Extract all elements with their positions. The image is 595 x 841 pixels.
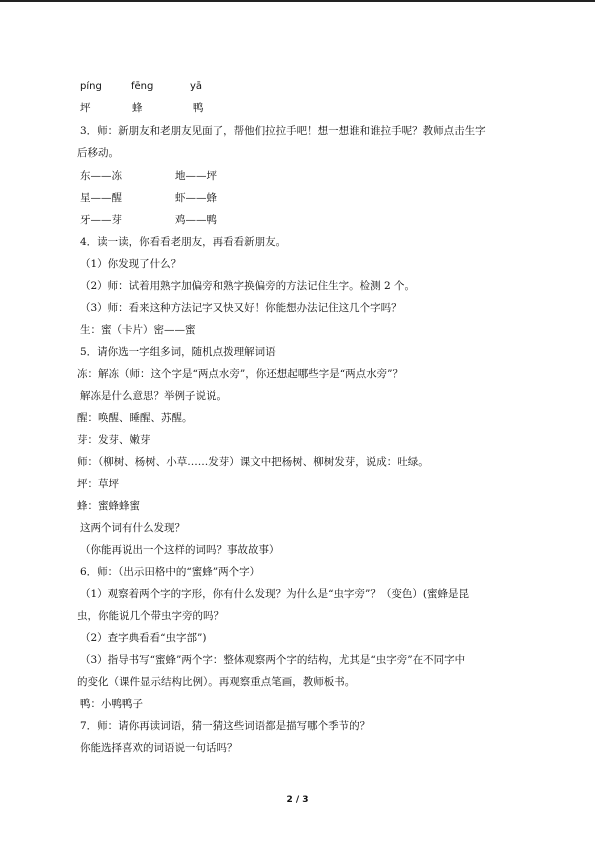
page-number: 2 / 3 — [286, 795, 309, 805]
pair-left: 东——冻 — [80, 170, 122, 182]
text-line: 师：（柳树、杨树、小草……发芽）课文中把杨树、柳树发芽，说成：吐绿。 — [77, 456, 429, 468]
text-line: 的变化（课件显示结构比例）。再观察重点笔画，教师板书。 — [77, 676, 356, 688]
text-line: 醒：唤醒、睡醒、苏醒。 — [77, 412, 193, 424]
pair-left: 星——醒 — [80, 192, 122, 204]
text-line: 5．请你选一字组多词，随机点拨理解词语 — [80, 346, 276, 358]
text-line: 坪：草坪 — [77, 478, 119, 490]
char-ya: 鸭 — [193, 102, 204, 114]
text-line: 解冻是什么意思？举例子说说。 — [80, 390, 227, 402]
char-ping: 坪 — [80, 102, 91, 114]
pair-right: 鸡——鸭 — [175, 214, 217, 226]
text-line: 你能选择喜欢的词语说一句话吗？ — [80, 742, 238, 754]
text-line: （3）师：看来这种方法记字又快又好！你能想办法记住这几个字吗？ — [80, 302, 402, 314]
text-line: （你能再说出一个这样的词吗？事故故事） — [80, 544, 280, 556]
pair-right: 地——坪 — [175, 170, 217, 182]
text-line: 鸭：小鸭鸭子 — [80, 698, 143, 710]
pinyin-ya: yā — [190, 81, 203, 92]
text-line: （1）你发现了什么？ — [80, 258, 182, 270]
text-line: 虫，你能说几个带虫字旁的吗？ — [77, 610, 224, 622]
paragraph-3-line-1: 3．师：新朋友和老朋友见面了，帮他们拉拉手吧！想一想谁和谁拉手呢？教师点击生字 — [80, 125, 486, 137]
top-border — [0, 0, 595, 2]
text-line: 7．师：请你再读词语，猜一猜这些词语都是描写哪个季节的？ — [80, 720, 371, 732]
pair-right: 虾——蜂 — [175, 192, 217, 204]
pinyin-feng: fēng — [131, 81, 154, 92]
text-line: 芽：发芽、嫩芽 — [77, 434, 151, 446]
text-line: 4．读一读，你看看老朋友，再看看新朋友。 — [80, 236, 287, 248]
text-line: 冻：解冻（师：这个字是“两点水旁”，你还想起哪些字是“两点水旁”？ — [77, 368, 403, 380]
text-line: 6．师：（出示田格中的“蜜蜂”两个字） — [80, 566, 261, 578]
char-feng: 蜂 — [132, 102, 143, 114]
pair-left: 牙——芽 — [80, 214, 122, 226]
text-line: （3）指导书写“蜜蜂”两个字：整体观察两个字的结构，尤其是“虫字旁”在不同字中 — [80, 654, 466, 666]
text-line: （2）师：试着用熟字加偏旁和熟字换偏旁的方法记住生字。检测 2 个。 — [80, 280, 416, 292]
paragraph-3-line-2: 后移动。 — [77, 147, 119, 159]
text-line: 蜂：蜜蜂蜂蜜 — [77, 500, 140, 512]
text-line: （2）查字典看看“虫字部”) — [80, 632, 207, 644]
text-line: （1）观察着两个字的字形，你有什么发现？为什么是“虫字旁”？（变色）(蜜蜂是昆 — [80, 588, 470, 600]
text-line: 生：蜜（卡片）密——蜜 — [80, 324, 196, 336]
pinyin-ping: píng — [80, 81, 102, 92]
text-line: 这两个词有什么发现？ — [80, 522, 185, 534]
